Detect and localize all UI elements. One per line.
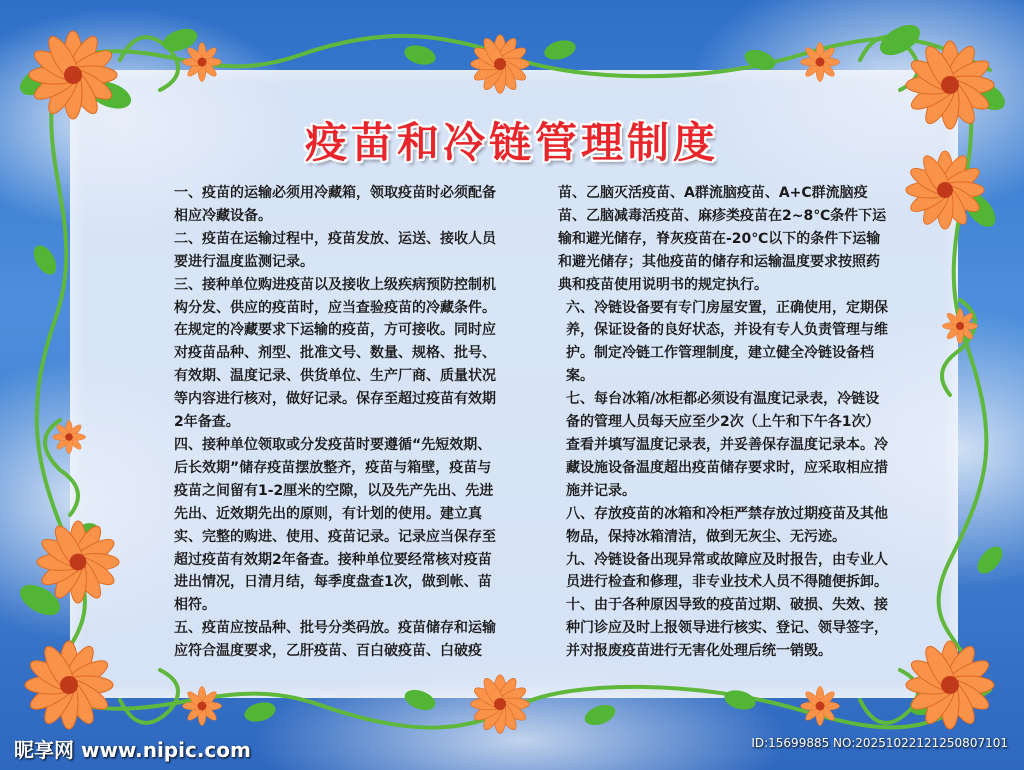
rule-text: 疫苗应按品种、批号分类码放。疫苗储存和运输应符合温度要求，乙肝疫苗、百白破疫苗、白破疫: [174, 620, 496, 660]
rule-number: 九、: [566, 551, 594, 568]
rules-right-column: [530, 182, 890, 663]
orange-flower-icon: [800, 686, 840, 726]
rule-item: [138, 434, 500, 617]
rule-number: 五、: [174, 620, 202, 637]
orange-flower-icon: [182, 686, 222, 726]
rule-continuation: 苗、乙脑灭活疫苗、A群流脑疫苗、A+C群流脑疫苗、乙脑减毒活疫苗、麻疹类疫苗在2~8℃条件下运输和避光储存，脊灰疫苗在-20℃以下的条件下运输和避光储存；其他疫苗的储存和运输温度要求按照药典和疫苗使用说明书的规定执行。: [558, 185, 887, 293]
orange-flower-icon: [36, 520, 120, 604]
rule-text: 疫苗的运输必须用冷藏箱，领取疫苗时必须配备相应冷藏设备。: [174, 185, 496, 224]
orange-flower-icon: [470, 34, 530, 94]
rule-item: [138, 274, 500, 434]
watermark-id: ID:15699885 NO:20251022121250807101: [751, 736, 1008, 750]
rule-item: [138, 617, 500, 663]
orange-flower-icon: [942, 308, 978, 344]
rule-item: [530, 549, 890, 595]
rule-text: 由于各种原因导致的疫苗过期、破损、失效、接种门诊应及时上报领导进行核实、登记、领导签字，并对报废疫苗进行无害化处理后统一销毁。: [566, 597, 888, 660]
rule-text: 冷链设备要有专门房屋安置，正确使用，定期保养，保证设备的良好状态，并设有专人负责管理与维护。制定冷链工作管理制度，建立健全冷链设备档案。: [566, 299, 888, 385]
orange-flower-icon: [28, 30, 118, 120]
orange-flower-icon: [905, 640, 995, 730]
rule-text: 存放疫苗的冰箱和冷柜严禁存放过期疫苗及其他物品，保持冰箱清洁，做到无灰尘、无污迹。: [566, 505, 888, 545]
orange-flower-icon: [182, 42, 222, 82]
rule-number: 十、: [566, 597, 594, 614]
rule-number: 七、: [566, 391, 594, 408]
rule-number: 八、: [566, 505, 594, 522]
rule-number: 六、: [566, 299, 594, 316]
rule-text: 每台冰箱/冰柜都必须设有温度记录表，冷链设备的管理人员每天应至少2次（上午和下午各1次）查看并填写温度记录表，并妥善保存温度记录本。冷藏设施设备温度超出疫苗储存要求时，应采取相应措施并记录。: [566, 391, 888, 499]
rule-text: 接种单位领取或分发疫苗时要遵循“先短效期、后长效期”储存疫苗摆放整齐，疫苗与箱壁，疫苗与疫苗之间留有1-2厘米的空隙，以及先产先出、先进先出、近效期先出的原则，有计划的使用。建立真实、完整的购进、使用、疫苗记录。记录应当保存至超过疫苗有效期2年备查。接种单位要经常核对疫苗进出情况，日清月结，每季度盘查1次，做到帐、苗相符。: [174, 436, 496, 614]
rule-text: 疫苗在运输过程中，疫苗发放、运送、接收人员要进行温度监测记录。: [174, 230, 496, 270]
rule-text: 接种单位购进疫苗以及接收上级疾病预防控制机构分发、供应的疫苗时，应当查验疫苗的冷藏条件。在规定的冷藏要求下运输的疫苗，方可接收。同时应对疫苗品种、剂型、批准文号、数量、规格、批号、有效期、温度记录、供货单位、生产厂商、质量状况等内容进行核对，做好记录。保存至超过疫苗有效期2年备查。: [174, 276, 496, 431]
rule-item: [530, 594, 890, 663]
rule-item: [530, 388, 890, 503]
watermark-logo: 昵享网 www.nipic.com: [14, 738, 251, 762]
orange-flower-icon: [24, 640, 114, 730]
page-title: 疫苗和冷链管理制度: [304, 118, 719, 167]
rule-number: 二、: [174, 230, 202, 247]
rules-left-column: [138, 182, 500, 663]
rule-item: [530, 503, 890, 549]
rule-number: 三、: [174, 276, 202, 293]
orange-flower-icon: [800, 42, 840, 82]
rule-item: [530, 297, 890, 389]
rule-item: [138, 228, 500, 274]
rule-number: 四、: [174, 436, 202, 453]
rule-item: [138, 182, 500, 228]
rule-text: 冷链设备出现异常或故障应及时报告，由专业人员进行检查和修理，非专业技术人员不得随便拆卸。: [566, 551, 888, 591]
rule-number: 一、: [174, 185, 202, 201]
orange-flower-icon: [470, 674, 530, 734]
orange-flower-icon: [52, 420, 86, 454]
